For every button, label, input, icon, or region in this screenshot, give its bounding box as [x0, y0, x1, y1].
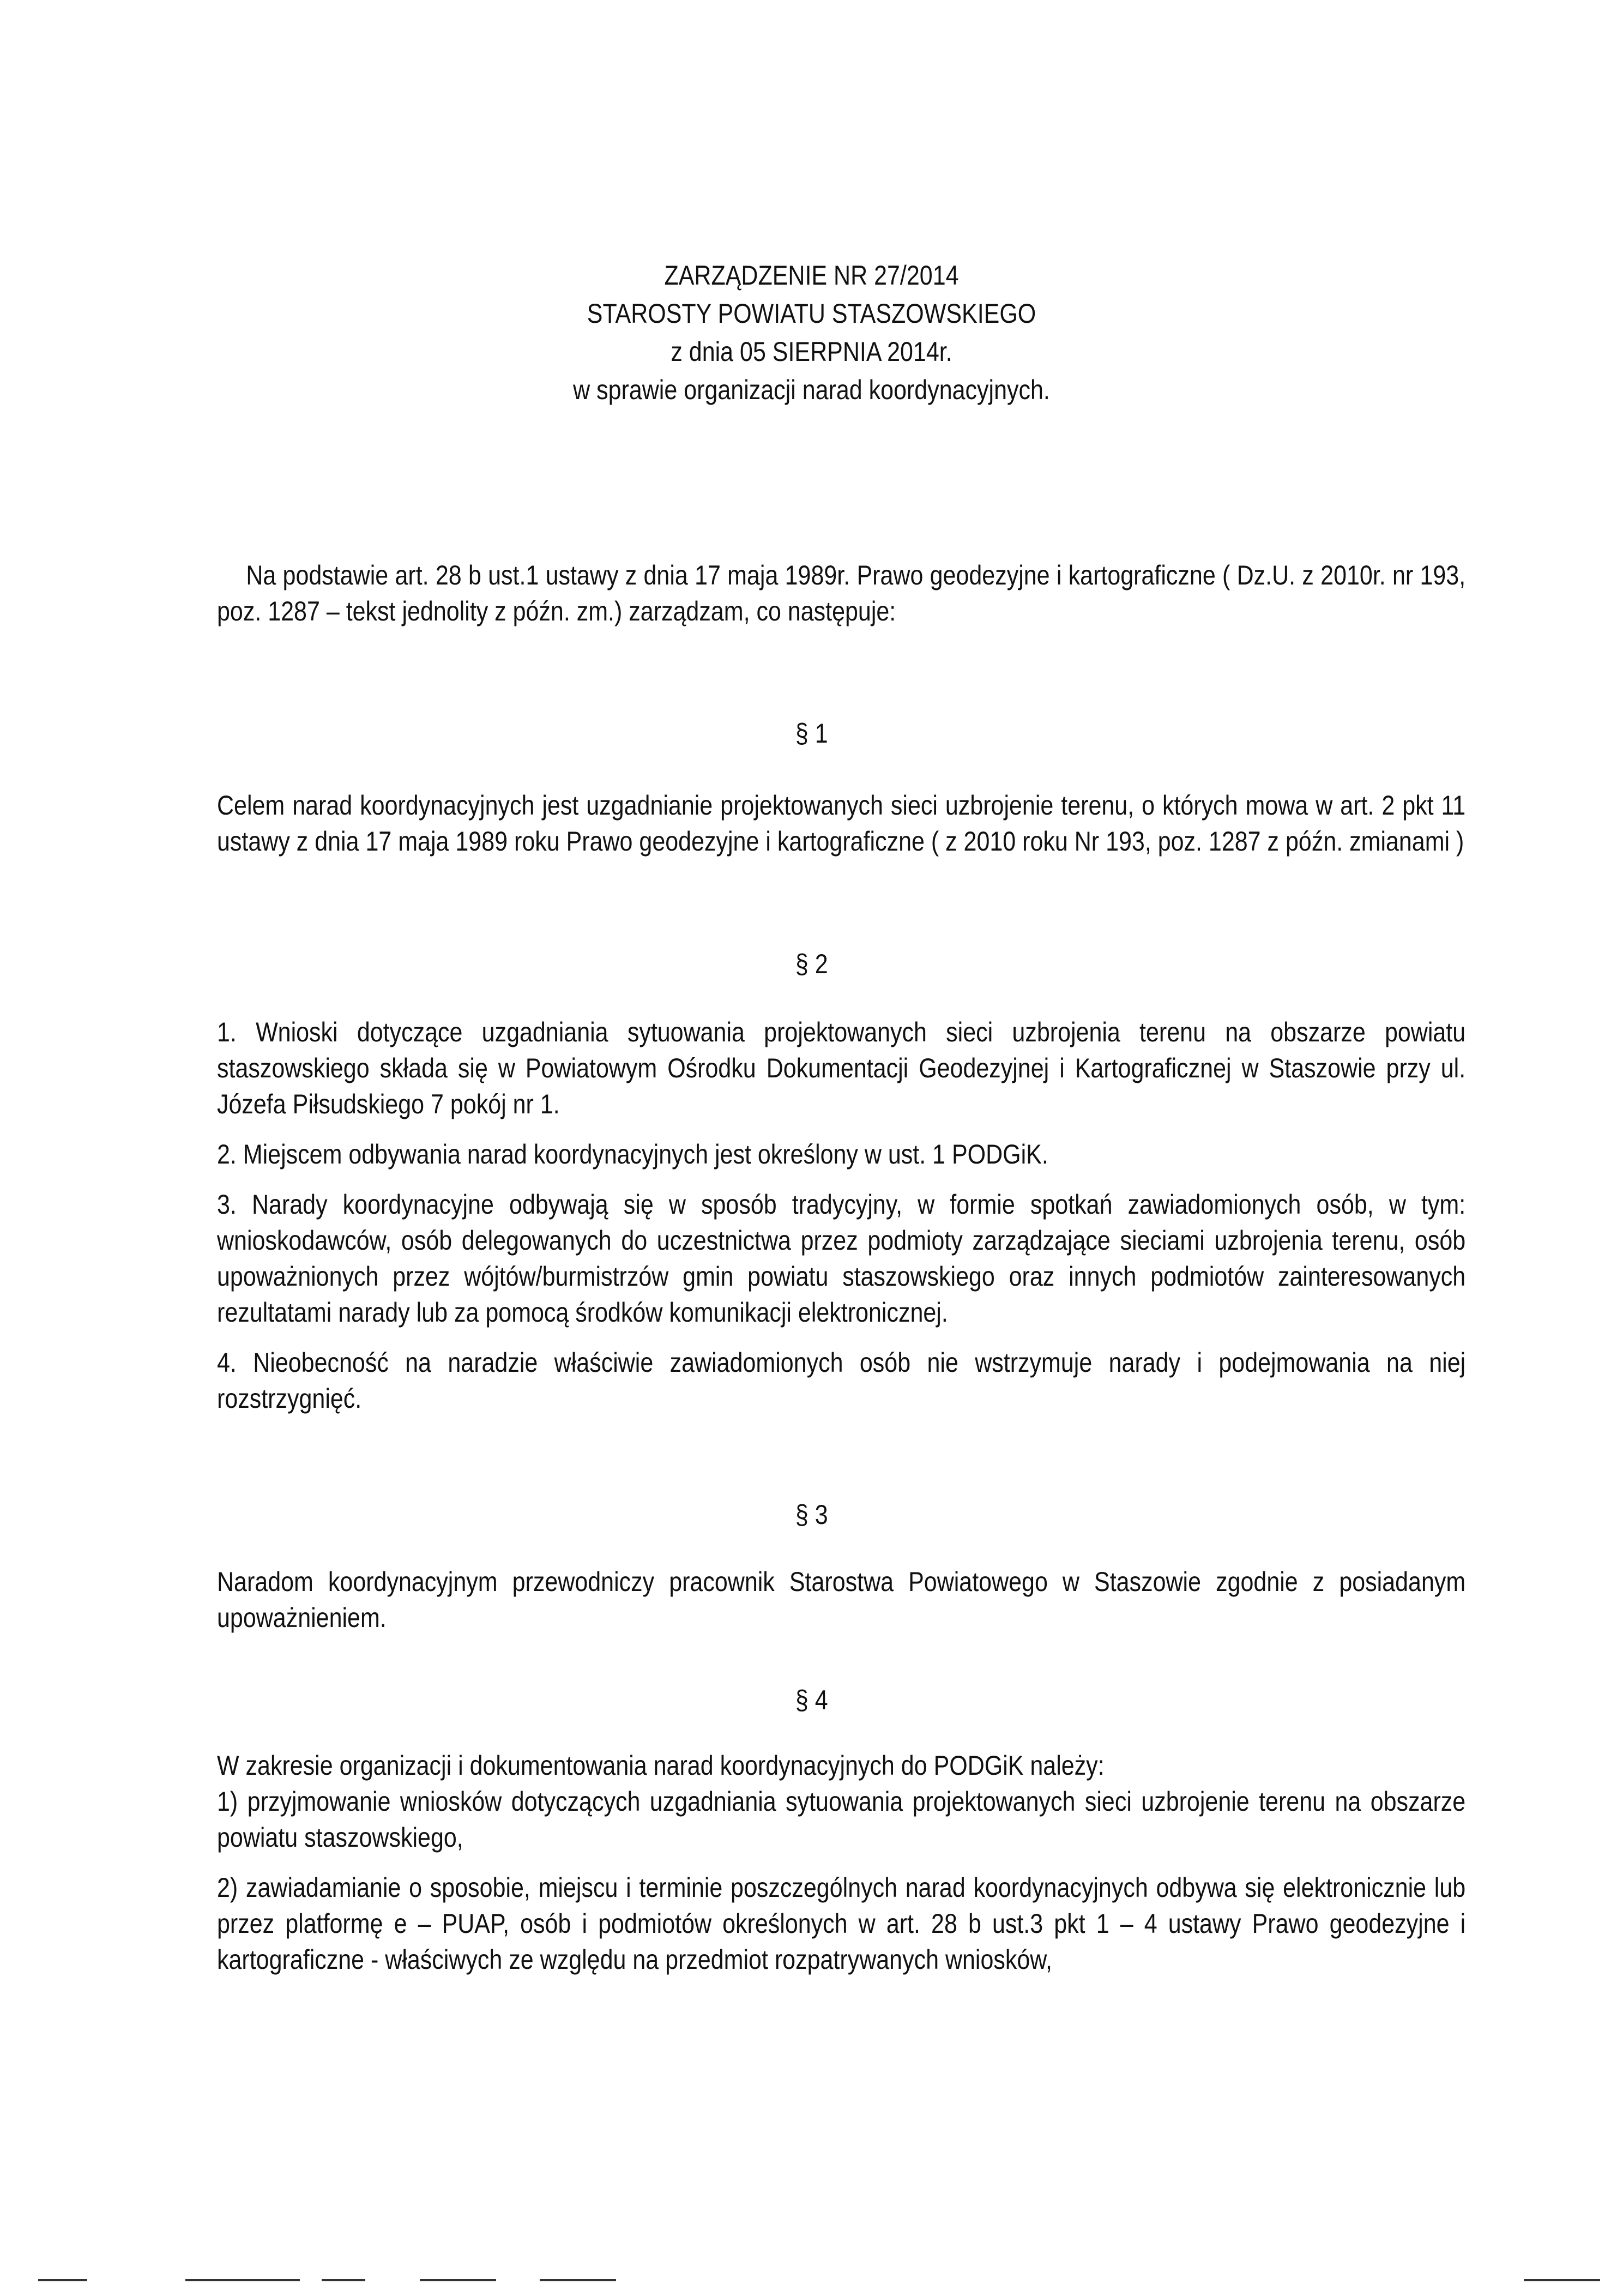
heading-date: z dnia 05 SIERPNIA 2014r. [671, 336, 952, 367]
section-mark-1: § 1 [795, 718, 828, 749]
footer-rule [540, 2279, 616, 2281]
section-2-body [217, 1014, 1465, 1417]
section-mark-2: § 2 [795, 949, 828, 979]
footer-rule [1524, 2279, 1600, 2281]
section-3-body [217, 1564, 1465, 1636]
document-heading [0, 256, 1623, 409]
footer-rule [420, 2279, 496, 2281]
footer-rule [38, 2279, 87, 2281]
section-2-item-1: 1. Wnioski dotyczące uzgadniania sytuowania projektowanych sieci uzbrojenia terenu na obszarze powiatu staszowskiego składa się w Powiatowym Ośrodku Dokumentacji Geodezyjnej i Kartograficznej w Staszowie przy ul. Józefa Piłsudskiego 7 pokój nr 1. [217, 1017, 1466, 1119]
section-4-intro: W zakresie organizacji i dokumentowania narad koordynacyjnych do PODGiK należy: [217, 1750, 1105, 1781]
footer-rule [185, 2279, 300, 2281]
section-4-body [217, 1747, 1465, 1978]
section-4-item-1: 1) przyjmowanie wniosków dotyczących uzgadniania sytuowania projektowanych sieci uzbrojenie terenu na obszarze powiatu staszowskiego, [217, 1786, 1466, 1853]
section-4-item-2: 2) zawiadamianie o sposobie, miejscu i terminie poszczególnych narad koordynacyjnych odbywa się elektronicznie lub przez platformę e – PUAP, osób i podmiotów określonych w art. 28 b ust.3 pkt 1 – 4 ustawy Prawo geodezyjne i kartograficzne - właściwych ze względu na przedmiot rozpatrywanych wniosków, [217, 1872, 1466, 1975]
intro-paragraph [217, 557, 1465, 629]
intro-text: Na podstawie art. 28 b ust.1 ustawy z dnia 17 maja 1989r. Prawo geodezyjne i kartograficzne ( Dz.U. z 2010r. nr 193, poz. 1287 – tekst jednolity z późn. zm.) zarządzam, co następuje: [217, 560, 1466, 626]
section-1-paragraph: Celem narad koordynacyjnych jest uzgadnianie projektowanych sieci uzbrojenie terenu, o których mowa w art. 2 pkt 11 ustawy z dnia 17 maja 1989 roku Prawo geodezyjne i kartograficzne ( z 2010 roku Nr 193, poz. 1287 z późn. zmianami ) [217, 790, 1466, 857]
section-1-body [217, 787, 1465, 859]
section-2-item-4: 4. Nieobecność na naradzie właściwie zawiadomionych osób nie wstrzymuje narady i podejmowania na niej rozstrzygnięć. [217, 1347, 1466, 1414]
section-2-item-2: 2. Miejscem odbywania narad koordynacyjnych jest określony w ust. 1 PODGiK. [217, 1139, 1048, 1170]
footer-rule [322, 2279, 365, 2281]
section-mark-3: § 3 [795, 1499, 828, 1530]
section-2-item-3: 3. Narady koordynacyjne odbywają się w sposób tradycyjny, w formie spotkań zawiadomionych osób, w tym: wnioskodawców, osób delegowanych do uczestnictwa przez podmioty zarządzające sieciami uzbrojenia terenu, osób upoważnionych przez wójtów/burmistrzów gmin powiatu staszowskiego oraz innych podmiotów zainteresowanych rezultatami narady lub za pomocą środków komunikacji elektronicznej. [217, 1189, 1466, 1328]
heading-subject: w sprawie organizacji narad koordynacyjnych. [573, 375, 1050, 405]
section-mark-4: § 4 [795, 1685, 828, 1715]
section-3-paragraph: Naradom koordynacyjnym przewodniczy pracownik Starostwa Powiatowego w Staszowie zgodnie z posiadanym upoważnieniem. [217, 1566, 1466, 1633]
heading-authority: STAROSTY POWIATU STASZOWSKIEGO [587, 298, 1036, 329]
heading-title: ZARZĄDZENIE NR 27/2014 [664, 260, 959, 291]
